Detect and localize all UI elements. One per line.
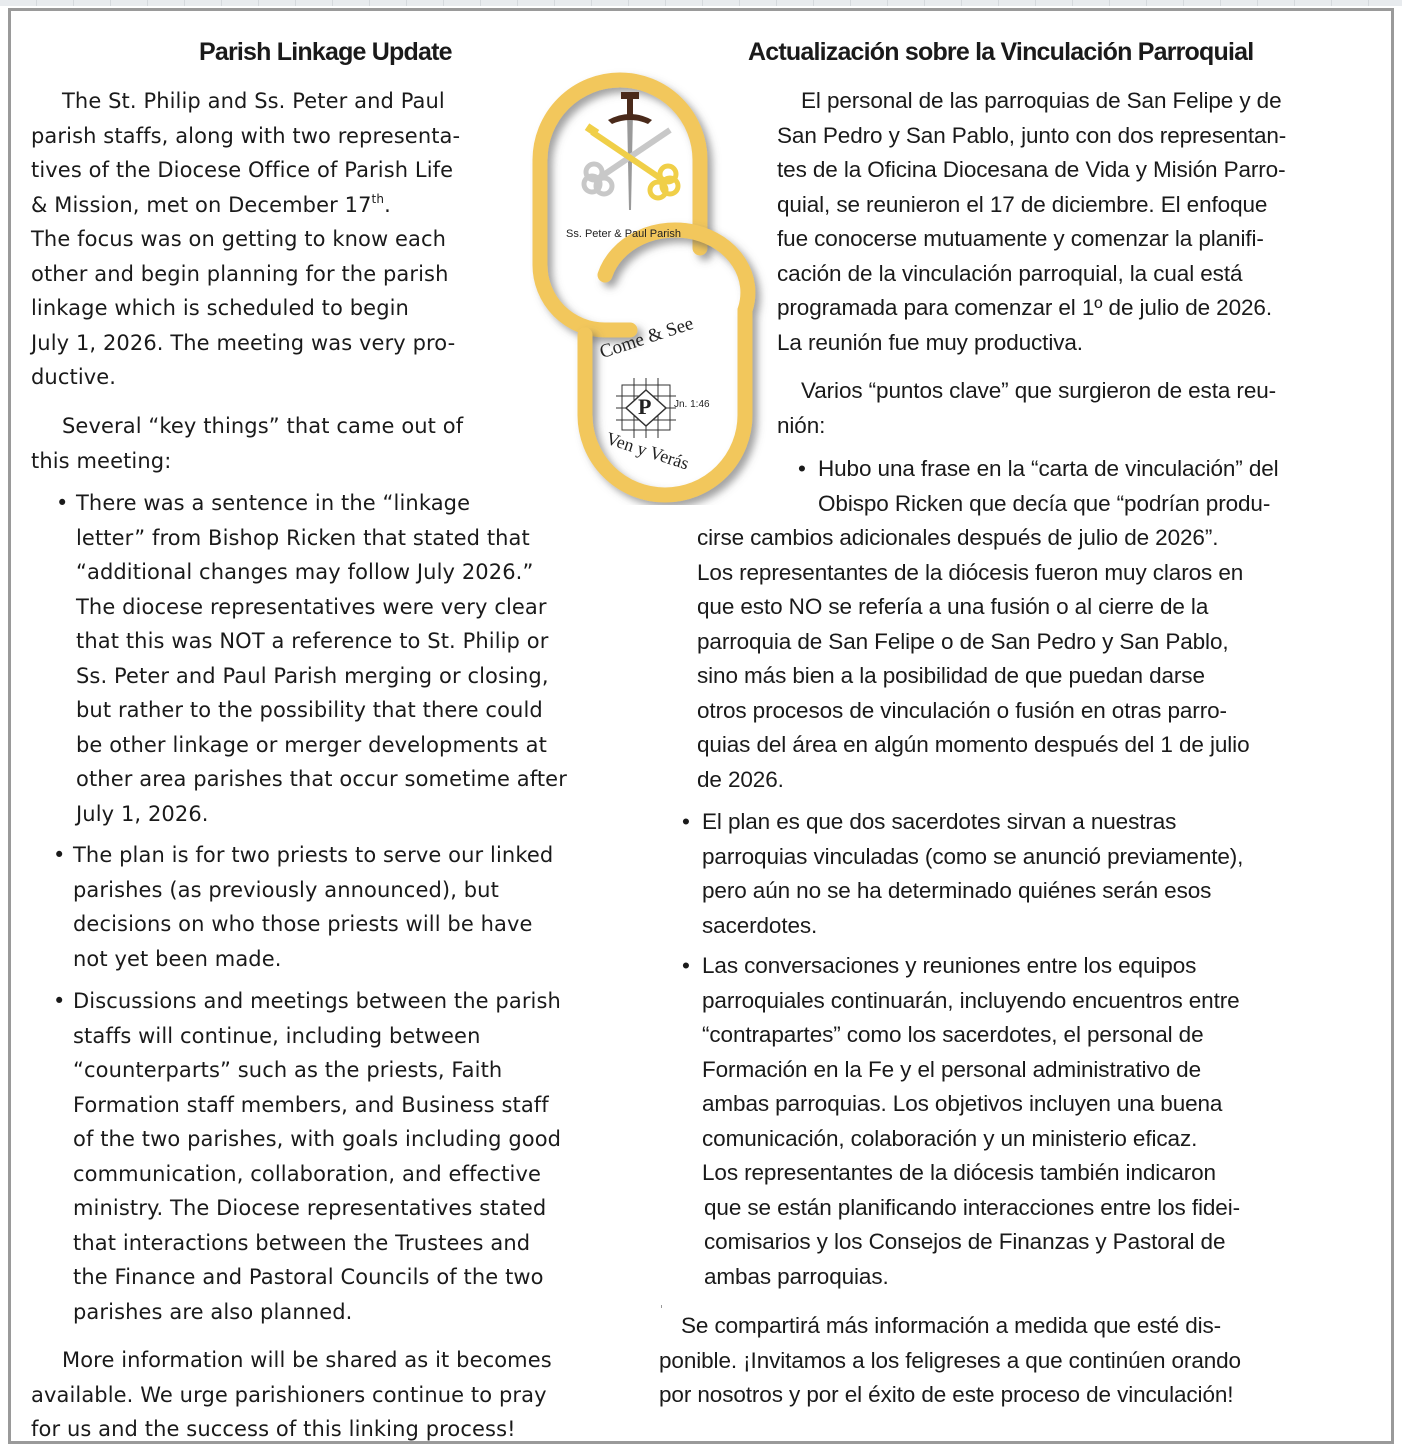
text-line: sino más bien a la posibilidad de que puedan darse — [697, 663, 1205, 688]
spanish-title: Actualización sobre la Vinculación Parroquial — [748, 38, 1254, 66]
english-bullet-2 — [73, 838, 553, 976]
text-line: cirse cambios adicionales después de julio de 2026”. — [697, 525, 1219, 550]
text-line: de 2026. — [697, 766, 784, 792]
text-line: Several “key things” that came out of — [62, 414, 464, 438]
text-line: other area parishes that occur sometime after — [76, 767, 567, 791]
text-line: Los representantes de la diócesis también indicaron — [702, 1160, 1216, 1185]
motto-spanish: Ven y Verás — [603, 428, 692, 474]
linked-chain-graphic — [530, 60, 780, 505]
text-line: “additional changes may follow July 2026.” — [76, 560, 534, 584]
text-line: parroquiales continuarán, incluyendo encuentros entre — [702, 987, 1240, 1013]
text-line: por nosotros y por el éxito de este proceso de vinculación! — [659, 1382, 1234, 1407]
stray-mark — [661, 1305, 662, 1308]
date-text: & Mission, met on December 17 — [31, 192, 372, 217]
english-title: Parish Linkage Update — [199, 38, 452, 66]
text-line: otros procesos de vinculación o fusión en otras parro- — [697, 697, 1227, 723]
english-closing — [31, 1343, 552, 1447]
text-line: Se compartirá más información a medida que esté dis- — [681, 1313, 1222, 1338]
top-ruler-strip — [0, 0, 1402, 6]
text-line: sacerdotes. — [702, 912, 818, 938]
text-line: Los representantes de la diócesis fueron muy claros en — [697, 559, 1244, 585]
text-line: of the two parishes, with goals including good — [73, 1127, 562, 1151]
text-line: comisarios y los Consejos de Finanzas y Pastoral de — [704, 1229, 1226, 1254]
text-line: • El plan es que dos sacerdotes sirvan a nuestras — [702, 805, 1243, 840]
text-line: “contrapartes” como los sacerdotes, el personal de — [702, 1022, 1204, 1047]
text-line: quial, se reunieron el 17 de diciembre. El enfoque — [777, 191, 1268, 217]
text-line: decisions on who those priests will be have — [73, 912, 533, 936]
text-line: • Hubo una frase en la “carta de vinculación” del — [697, 452, 1279, 487]
text-line: July 1, 2026. — [76, 801, 209, 826]
text-line: ductive. — [31, 365, 117, 389]
text-line: nión: — [777, 412, 826, 438]
text-line: comunicación, colaboración y un ministerio eficaz. — [702, 1125, 1198, 1151]
text-line: not yet been made. — [73, 946, 282, 971]
spanish-bullet-3 — [702, 949, 1240, 1294]
text-line: that interactions between the Trustees and — [73, 1230, 531, 1255]
text-line: but rather to the possibility that there could — [76, 698, 543, 722]
spanish-key-intro — [777, 374, 1276, 443]
monogram-p: P — [638, 394, 652, 419]
sword-icon — [608, 92, 652, 210]
text-line: Ss. Peter and Paul Parish merging or closing, — [76, 663, 549, 688]
parish-name-label: Ss. Peter & Paul Parish — [566, 228, 681, 240]
text-line: programada para comenzar el 1º de julio de 2026. — [777, 295, 1272, 320]
period: . — [384, 192, 391, 217]
motto-english: Come & See — [597, 313, 697, 364]
text-line: parroquia de San Felipe o de San Pedro y San Pablo, — [697, 628, 1229, 654]
text-line: ambas parroquias. — [704, 1263, 889, 1289]
spanish-bullet-2 — [702, 805, 1243, 943]
text-line: cación de la vinculación parroquial, la cual está — [777, 260, 1243, 286]
text-line: July 1, 2026. The meeting was very pro- — [31, 330, 456, 355]
text-line: La reunión fue muy productiva. — [777, 329, 1083, 355]
text-line: Obispo Ricken que decía que “podrían produ- — [818, 490, 1271, 516]
text-line: parishes (as previously announced), but — [73, 877, 499, 902]
text-line: fue conocerse mutuamente y comenzar la planifi- — [777, 226, 1264, 251]
text-line: parroquias vinculadas (como se anunció previamente), — [702, 843, 1244, 869]
text-line — [31, 188, 460, 223]
text-line: The diocese representatives were very clear — [76, 594, 547, 619]
text-line: ponible. ¡Invitamos a los feligreses a que continúen orando — [659, 1347, 1241, 1373]
text-line: parishes are also planned. — [73, 1299, 353, 1324]
text-line: parish staffs, along with two representa- — [31, 123, 461, 148]
verse-reference: Jn. 1:46 — [674, 399, 710, 410]
text-line: available. We urge parishioners continue to pray — [31, 1382, 547, 1407]
text-line: communication, collaboration, and effective — [73, 1161, 542, 1186]
text-line: San Pedro y San Pablo, junto con dos representan- — [777, 122, 1287, 148]
text-line: Formación en la Fe y el personal administrativo de — [702, 1056, 1201, 1082]
spanish-closing — [659, 1309, 1241, 1413]
text-line: be other linkage or merger developments at — [76, 732, 547, 757]
text-line: El personal de las parroquias de San Felipe y de — [801, 88, 1282, 113]
english-bullet-3 — [73, 984, 561, 1329]
text-line: other and begin planning for the parish — [31, 261, 449, 286]
text-line: that this was NOT a reference to St. Philip or — [76, 629, 549, 653]
text-line: Varios “puntos clave” que surgieron de esta reu- — [801, 378, 1277, 403]
text-line: The focus was on getting to know each — [31, 227, 447, 251]
text-line: ministry. The Diocese representatives stated — [73, 1196, 547, 1220]
text-line: linkage which is scheduled to begin — [31, 296, 409, 320]
text-line: que se están planificando interacciones entre los fidei- — [704, 1194, 1240, 1220]
parish-linkage-logo — [530, 60, 780, 505]
text-line: tes de la Oficina Diocesana de Vida y Misión Parro- — [777, 157, 1286, 182]
text-line: quias del área en algún momento después del 1 de julio — [697, 732, 1250, 757]
ordinal-suffix: th — [371, 191, 385, 206]
text-line: Formation staff members, and Business staff — [73, 1092, 549, 1117]
english-bullet-1 — [76, 486, 567, 831]
text-line: letter” from Bishop Ricken that stated that — [76, 525, 530, 550]
text-line: • The plan is for two priests to serve our linked — [73, 838, 553, 873]
text-line: staffs will continue, including between — [73, 1023, 481, 1048]
text-line: this meeting: — [31, 448, 172, 473]
english-key-intro — [31, 409, 463, 478]
text-line: “counterparts” such as the priests, Faith — [73, 1058, 503, 1082]
text-line: More information will be shared as it becomes — [62, 1348, 552, 1372]
text-line: • Discussions and meetings between the parish — [73, 984, 561, 1019]
text-line: pero aún no se ha determinado quiénes serán esos — [702, 878, 1212, 903]
english-intro — [31, 84, 460, 395]
spanish-bullet-1 — [697, 452, 1279, 797]
text-line: the Finance and Pastoral Councils of the two — [73, 1265, 544, 1289]
text-line: for us and the success of this linking process! — [31, 1417, 516, 1441]
text-line: tives of the Diocese Office of Parish Life — [31, 158, 454, 182]
text-line: que esto NO se refería a una fusión o al cierre de la — [697, 594, 1209, 619]
spanish-intro — [777, 84, 1286, 360]
text-line: ambas parroquias. Los objetivos incluyen una buena — [702, 1091, 1223, 1116]
text-line: • Las conversaciones y reuniones entre los equipos — [702, 949, 1240, 984]
text-line: The St. Philip and Ss. Peter and Paul — [62, 89, 445, 113]
text-line: • There was a sentence in the “linkage — [76, 486, 567, 521]
